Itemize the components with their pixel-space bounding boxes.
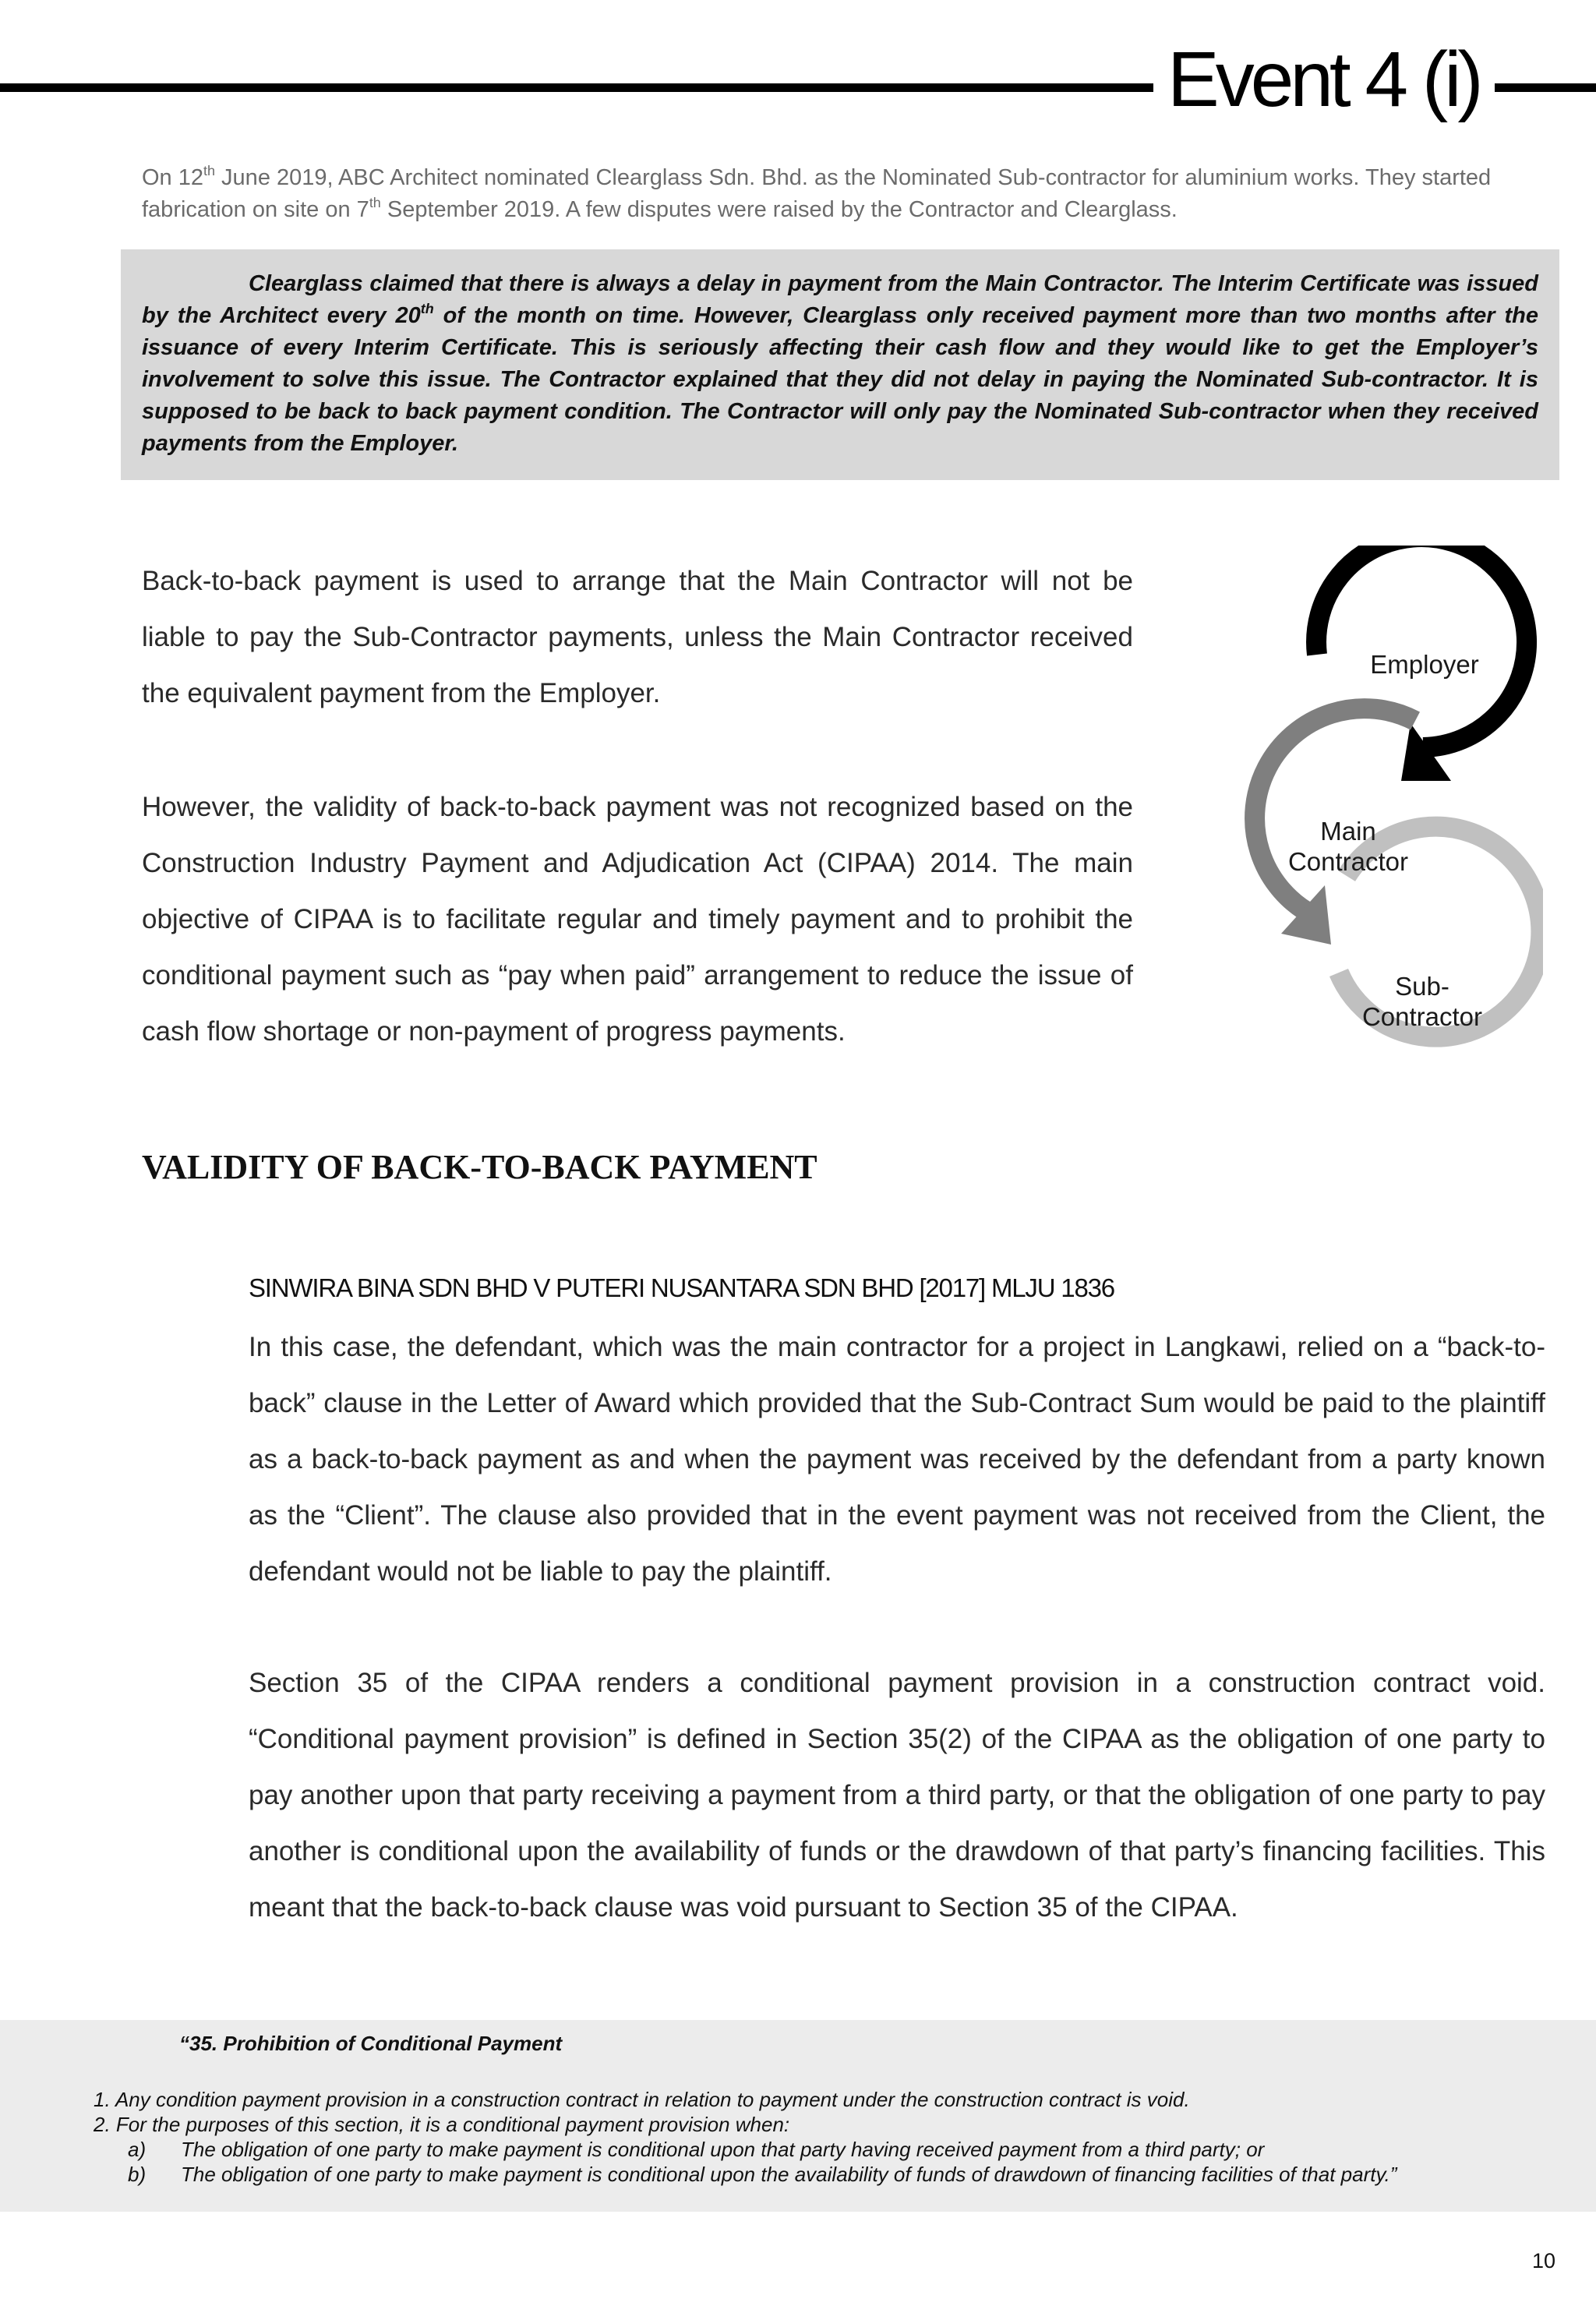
page-number: 10 xyxy=(1532,2249,1556,2272)
statute-sub-b: The obligation of one party to make payment is conditional upon the availability of funds of drawdown of financing facilities of that party.” xyxy=(181,2163,1397,2186)
claim-box xyxy=(121,249,1559,480)
statute-item-2: 2. For the purposes of this section, it is a conditional payment provision when: xyxy=(94,2113,790,2136)
employer-label: Employer xyxy=(1370,650,1479,679)
body-paragraph-1: Back-to-back payment is used to arrange that the Main Contractor will not be liable to pay the Sub-Contractor payments, unless the Main Contractor received the equivalent payment from the Employer. xyxy=(142,566,1133,708)
page-title: Event 4 (i) xyxy=(1167,36,1480,123)
statute-box xyxy=(0,2020,1596,2212)
payment-cycle-diagram xyxy=(1216,546,1543,1091)
statute-sub-a: The obligation of one party to make payment is conditional upon that party having received payment from a third party; or xyxy=(181,2138,1265,2161)
intro-paragraph: On 12th June 2019, ABC Architect nominated Clearglass Sdn. Bhd. as the Nominated Sub-contractor for aluminium works. They started fabrication on site on 7th September 2019. A few disputes were raised by the Contractor and Clearglass. xyxy=(142,162,1492,222)
statute-sub-b-label: b) xyxy=(128,2163,147,2186)
statute-title: “35. Prohibition of Conditional Payment xyxy=(179,2032,563,2055)
case-title: SINWIRA BINA SDN BHD V PUTERI NUSANTARA SDN BHD [2017] MLJU 1836 xyxy=(249,1273,1114,1302)
statute-sub-a-label: a) xyxy=(128,2138,147,2161)
case-paragraph-1: In this case, the defendant, which was the main contractor for a project in Langkawi, relied on a “back-to-back” clause in the Letter of Award which provided that the Sub-Contract Sum would be paid to the plaintiff as a back-to-back payment as and when the payment was received by the defendant from a party known as the “Client”. The clause also provided that in the event payment was not received from the Client, the defendant would not be liable to pay the plaintiff. xyxy=(249,1332,1545,1587)
claim-text: Clearglass claimed that there is always a delay in payment from the Main Contractor. The Interim Certificate was issued by the Architect every 20th of the month on time. However, Clearglass only received payment more than two months after the issuance of every Interim Certificate. This is seriously affecting their cash flow and they would like to get the Employer’s involvement to solve this issue. The Contractor explained that they did not delay in paying the Nominated Sub-contractor. It is supposed to be back to back payment condition. The Contractor will only pay the Nominated Sub-contractor when they received payments from the Employer. xyxy=(142,271,1538,456)
section-heading: VALIDITY OF BACK-TO-BACK PAYMENT xyxy=(142,1148,817,1186)
header-rule-left xyxy=(0,83,1153,92)
case-paragraph-2: Section 35 of the CIPAA renders a conditional payment provision in a construction contract void. “Conditional payment provision” is defined in Section 35(2) of the CIPAA as the obligation of one party to pay another upon that party receiving a payment from a third party, or that the obligation of one party to pay another is conditional upon the availability of funds or the drawdown of that party’s financing facilities. This meant that the back-to-back clause was void pursuant to Section 35 of the CIPAA. xyxy=(249,1668,1545,1923)
body-paragraph-2: However, the validity of back-to-back payment was not recognized based on the Construction Industry Payment and Adjudication Act (CIPAA) 2014. The main objective of CIPAA is to facilitate regular and timely payment and to prohibit the conditional payment such as “pay when paid” arrangement to reduce the issue of cash flow shortage or non-payment of progress payments. xyxy=(142,792,1133,1047)
header-rule-right xyxy=(1495,83,1596,92)
main-contractor-label: Main Contractor xyxy=(1287,817,1409,876)
sub-contractor-label: Sub- Contractor xyxy=(1361,972,1483,1031)
statute-item-1: 1. Any condition payment provision in a construction contract in relation to payment under the construction contract is void. xyxy=(94,2088,1190,2111)
